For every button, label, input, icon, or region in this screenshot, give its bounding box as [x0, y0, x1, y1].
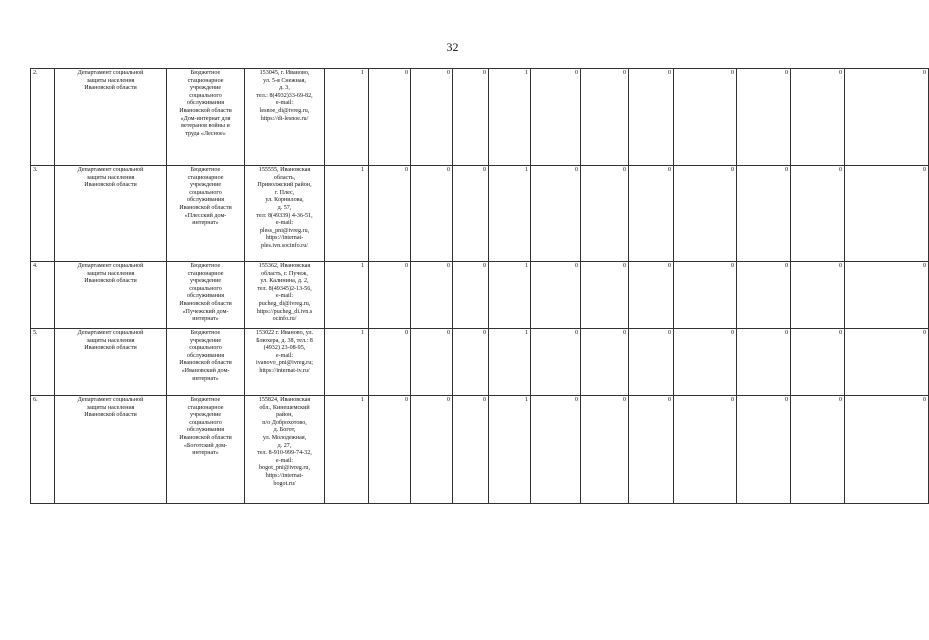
- department-cell-line: Ивановской области: [84, 182, 137, 189]
- value-cell: 0: [674, 329, 737, 396]
- address-cell-line: п/о Доброхотово,: [262, 419, 307, 426]
- value-cell: 0: [629, 262, 674, 329]
- address-cell-line: ул. Молодежная,: [262, 434, 307, 441]
- address-cell-line: https://di-lesnoe.ru/: [260, 115, 309, 122]
- address-cell-line: область, г. Пучеж,: [261, 270, 308, 277]
- address-cell-line: e-mail:: [275, 100, 294, 107]
- institution-cell-line: интернат»: [192, 375, 219, 382]
- institution-cell-line: обслуживания: [186, 100, 225, 107]
- address-cell-line: д. 57,: [277, 204, 292, 211]
- value-cell: 0: [791, 166, 845, 262]
- address-cell: [245, 329, 325, 396]
- address-cell-line: bogot_pni@ivreg.ru,: [259, 465, 310, 472]
- value-cell: 0: [369, 396, 411, 504]
- address-cell-line: тел. 8-910-999-74-32,: [257, 450, 312, 457]
- institution-cell-line: стационарное: [187, 174, 224, 181]
- address-cell-line: (4932) 23-08-95,: [263, 345, 306, 352]
- department-cell-line: Ивановской области: [84, 85, 137, 92]
- institution-cell: [167, 262, 245, 329]
- institution-cell-line: интернат»: [192, 450, 219, 457]
- institution-cell-line: «Ивановский дом-: [181, 367, 230, 374]
- value-cell: 0: [453, 329, 489, 396]
- value-cell: 0: [674, 69, 737, 166]
- value-cell: 0: [581, 396, 629, 504]
- institution-cell-line: социального: [189, 419, 222, 426]
- institutions-table: [30, 68, 929, 504]
- value-cell: 1: [489, 396, 531, 504]
- department-cell-line: Департамент социальной: [77, 167, 144, 173]
- value-cell: 1: [325, 166, 369, 262]
- department-cell: [55, 262, 167, 329]
- department-cell-line: защиты населения: [86, 404, 135, 411]
- row-number: 6.: [31, 396, 55, 504]
- value-cell: 0: [531, 396, 581, 504]
- institution-cell: [167, 329, 245, 396]
- row-number: 4.: [31, 262, 55, 329]
- value-cell: 0: [737, 396, 791, 504]
- address-cell-line: 153022 г. Иваново, ул.: [255, 330, 314, 336]
- department-cell-line: Ивановской области: [84, 278, 137, 285]
- department-cell-line: защиты населения: [86, 77, 135, 84]
- value-cell: 0: [674, 166, 737, 262]
- institution-cell-line: социального: [189, 92, 222, 99]
- value-cell: 0: [737, 166, 791, 262]
- institution-cell-line: Бюджетное: [190, 263, 221, 269]
- value-cell: 0: [531, 262, 581, 329]
- institution-cell-line: труда «Лесное»: [185, 130, 226, 137]
- value-cell: 0: [369, 262, 411, 329]
- institution-cell-line: стационарное: [187, 77, 224, 84]
- value-cell: 1: [325, 396, 369, 504]
- value-cell: 0: [453, 166, 489, 262]
- institution-cell-line: Ивановской области: [179, 360, 232, 367]
- table-row: [31, 396, 929, 504]
- value-cell: 0: [411, 262, 453, 329]
- address-cell-line: e-mail:: [275, 293, 294, 300]
- value-cell: 0: [531, 329, 581, 396]
- value-cell: 0: [581, 262, 629, 329]
- value-cell: 1: [325, 69, 369, 166]
- value-cell: 0: [581, 166, 629, 262]
- table-row: [31, 262, 929, 329]
- address-cell-line: e-mail:: [275, 352, 294, 359]
- institution-cell-line: интернат»: [192, 220, 219, 227]
- institution-cell: [167, 166, 245, 262]
- value-cell: 0: [629, 69, 674, 166]
- value-cell: 0: [845, 329, 929, 396]
- institution-cell-line: Ивановской области: [179, 107, 232, 114]
- address-cell: [245, 262, 325, 329]
- value-cell: 0: [453, 262, 489, 329]
- value-cell: 0: [411, 396, 453, 504]
- address-cell-line: г. Плес,: [274, 189, 295, 196]
- department-cell-line: Ивановской области: [84, 345, 137, 352]
- address-cell-line: ул. 5-я Снежная,: [263, 77, 306, 84]
- institution-cell-line: обслуживания: [186, 293, 225, 300]
- institution-cell-line: Бюджетное: [190, 167, 221, 173]
- institution-cell: [167, 396, 245, 504]
- table-row: [31, 329, 929, 396]
- department-cell-line: Департамент социальной: [77, 263, 144, 269]
- address-cell-line: Блюхера, д. 38, тел.: 8: [256, 337, 313, 344]
- value-cell: 0: [737, 69, 791, 166]
- value-cell: 1: [325, 262, 369, 329]
- address-cell: [245, 166, 325, 262]
- department-cell-line: защиты населения: [86, 337, 135, 344]
- address-cell-line: Приволжский район,: [257, 182, 312, 189]
- table-row: [31, 166, 929, 262]
- address-cell-line: 155555, Ивановская: [258, 167, 311, 173]
- address-cell-line: https://internat-: [265, 472, 304, 479]
- value-cell: 0: [411, 329, 453, 396]
- institution-cell-line: «Пучежский дом-: [182, 308, 229, 315]
- institution-cell-line: «Дом-интернат для: [180, 115, 231, 122]
- address-cell-line: обл., Кинешемский: [259, 404, 310, 411]
- address-cell: [245, 69, 325, 166]
- address-cell-line: тел: 8(49339) 4-36-51,: [256, 212, 313, 219]
- value-cell: 0: [369, 69, 411, 166]
- address-cell-line: ул. Корнилова,: [265, 197, 304, 204]
- institution-cell-line: обслуживания: [186, 352, 225, 359]
- row-number: 5.: [31, 329, 55, 396]
- address-cell-line: область,: [273, 174, 296, 181]
- department-cell-line: Ивановской области: [84, 412, 137, 419]
- address-cell: [245, 396, 325, 504]
- value-cell: 0: [531, 69, 581, 166]
- value-cell: 0: [845, 262, 929, 329]
- address-cell-line: д. 27,: [277, 442, 292, 449]
- institution-cell-line: Бюджетное: [190, 397, 221, 403]
- value-cell: 0: [629, 329, 674, 396]
- row-number: 2.: [31, 69, 55, 166]
- department-cell: [55, 396, 167, 504]
- address-cell-line: ivanovo_pni@ivreg.ru;: [256, 360, 313, 367]
- institution-cell-line: социального: [189, 345, 222, 352]
- row-number: 3.: [31, 166, 55, 262]
- address-cell-line: https://internat-: [265, 235, 304, 242]
- value-cell: 1: [489, 69, 531, 166]
- table-row: [31, 69, 929, 166]
- address-cell-line: 155362, Ивановская: [258, 263, 311, 269]
- value-cell: 0: [674, 396, 737, 504]
- value-cell: 0: [629, 396, 674, 504]
- address-cell-line: 155824, Ивановская: [258, 397, 311, 403]
- address-cell-line: ул. Калинина, д. 2,: [260, 278, 309, 285]
- value-cell: 0: [737, 329, 791, 396]
- value-cell: 0: [453, 69, 489, 166]
- department-cell: [55, 166, 167, 262]
- value-cell: 0: [845, 396, 929, 504]
- institution-cell-line: учреждение: [189, 85, 222, 92]
- institution-cell-line: стационарное: [187, 404, 224, 411]
- address-cell-line: pless_pni@ivreg.ru,: [259, 227, 310, 234]
- address-cell-line: д. Богот,: [273, 427, 296, 434]
- institution-cell-line: социального: [189, 285, 222, 292]
- department-cell: [55, 69, 167, 166]
- address-cell-line: район,: [276, 412, 293, 419]
- institution-cell-line: учреждение: [189, 337, 222, 344]
- institution-cell-line: ветеранов войны и: [181, 123, 230, 130]
- institution-cell-line: Ивановской области: [179, 434, 232, 441]
- value-cell: 0: [629, 166, 674, 262]
- department-cell: [55, 329, 167, 396]
- department-cell-line: Департамент социальной: [77, 70, 144, 76]
- institution-cell-line: обслуживания: [186, 427, 225, 434]
- department-cell-line: защиты населения: [86, 270, 135, 277]
- address-cell-line: lesnoe_di@ivreg.ru,: [259, 107, 310, 114]
- institution-cell-line: учреждение: [189, 182, 222, 189]
- value-cell: 1: [489, 329, 531, 396]
- institution-cell-line: Ивановской области: [179, 204, 232, 211]
- institution-cell: [167, 69, 245, 166]
- institution-cell-line: учреждение: [189, 412, 222, 419]
- address-cell-line: ocinfo.ru/: [272, 316, 297, 323]
- institution-cell-line: «Плесский дом-: [184, 212, 227, 219]
- institution-cell-line: социального: [189, 189, 222, 196]
- address-cell-line: e-mail:: [275, 457, 294, 464]
- institution-cell-line: Ивановской области: [179, 300, 232, 307]
- institution-cell-line: обслуживания: [186, 197, 225, 204]
- value-cell: 1: [325, 329, 369, 396]
- value-cell: 0: [791, 69, 845, 166]
- institution-cell-line: Бюджетное: [190, 330, 221, 336]
- value-cell: 0: [581, 69, 629, 166]
- department-cell-line: Департамент социальной: [77, 330, 144, 336]
- address-cell-line: д. 3,: [279, 85, 290, 92]
- value-cell: 0: [791, 329, 845, 396]
- value-cell: 1: [489, 262, 531, 329]
- address-cell-line: e-mail:: [275, 220, 294, 227]
- address-cell-line: bogot.ru/: [273, 480, 296, 487]
- value-cell: 1: [489, 166, 531, 262]
- address-cell-line: тел. 8(49345)2-13-56,: [257, 285, 312, 292]
- value-cell: 0: [674, 262, 737, 329]
- institution-cell-line: стационарное: [187, 270, 224, 277]
- value-cell: 0: [737, 262, 791, 329]
- address-cell-line: ples.ivn.socinfo.ru/: [261, 242, 308, 249]
- department-cell-line: Департамент социальной: [77, 397, 144, 403]
- value-cell: 0: [581, 329, 629, 396]
- address-cell-line: pucheg_di@ivreg.ru,: [258, 300, 311, 307]
- address-cell-line: 153045, г. Иваново,: [259, 70, 310, 76]
- value-cell: 0: [411, 166, 453, 262]
- institution-cell-line: интернат»: [192, 316, 219, 323]
- page-number: 32: [446, 40, 459, 54]
- institution-cell-line: учреждение: [189, 278, 222, 285]
- address-cell-line: https://internat-iv.ru/: [259, 367, 310, 374]
- department-cell-line: защиты населения: [86, 174, 135, 181]
- value-cell: 0: [791, 396, 845, 504]
- institution-cell-line: «Боготский дом-: [183, 442, 228, 449]
- value-cell: 0: [411, 69, 453, 166]
- value-cell: 0: [453, 396, 489, 504]
- value-cell: 0: [369, 166, 411, 262]
- address-cell-line: https://pucheg_di.ivn.s: [256, 308, 313, 315]
- institution-cell-line: Бюджетное: [190, 70, 221, 76]
- value-cell: 0: [845, 166, 929, 262]
- value-cell: 0: [791, 262, 845, 329]
- value-cell: 0: [531, 166, 581, 262]
- value-cell: 0: [369, 329, 411, 396]
- address-cell-line: тел.: 8(4932)33-69-82,: [256, 92, 313, 99]
- value-cell: 0: [845, 69, 929, 166]
